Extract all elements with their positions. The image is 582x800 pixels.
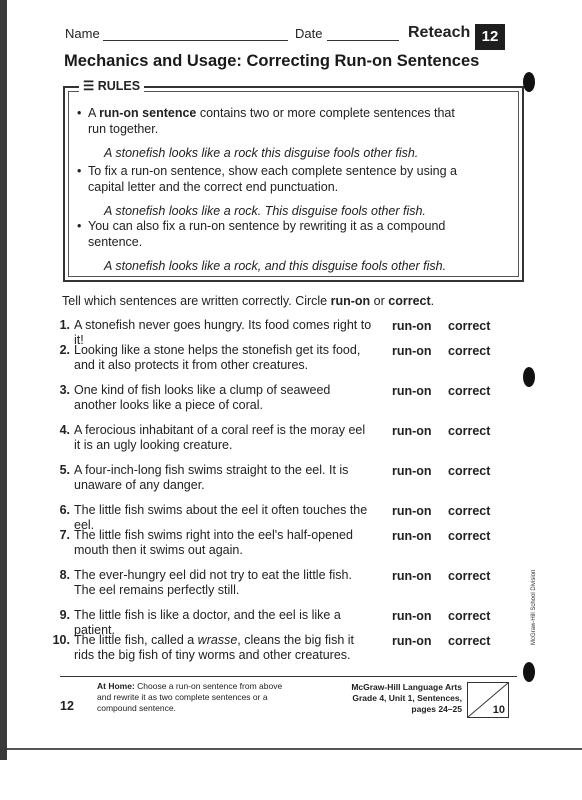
exercise-sentence — [74, 343, 379, 373]
rule-text: To fix a run-on sentence, show each complete sentence by using a capital letter and the correct end punctuation. — [88, 164, 457, 194]
sentence-line: unaware of any danger. — [74, 478, 205, 492]
credit-line: McGraw-Hill Language Arts — [351, 682, 462, 692]
at-home-note — [97, 681, 292, 714]
rule-example: A stonefish looks like a rock, and this disguise fools other fish. — [104, 259, 447, 273]
exercise-number: 5. — [59, 463, 70, 477]
correct-choice[interactable]: correct — [448, 464, 491, 478]
sentence-line: A ferocious inhabitant of a coral reef is the moray eel — [74, 423, 366, 437]
page-title: Mechanics and Usage: Correcting Run-on Sentences — [64, 52, 480, 70]
bullet-icon: • — [77, 164, 82, 178]
correct-choice[interactable]: correct — [448, 344, 491, 358]
name-line[interactable] — [103, 40, 288, 41]
scan-edge-bottom — [7, 748, 582, 750]
sentence-italic-word: wrasse — [197, 633, 238, 647]
at-home-text: Choose a run-on sentence from above and rewrite it as two complete sentences or a compound sentence. — [97, 681, 283, 713]
sentence-line: , cleans the big fish it — [237, 633, 354, 647]
rule-example: A stonefish looks like a rock this disguise fools other fish. — [104, 146, 419, 160]
exercise-number: 4. — [59, 423, 70, 437]
runon-choice[interactable]: run-on — [392, 344, 432, 358]
sentence-line: it is an ugly looking creature. — [74, 438, 233, 452]
exercise-number: 7. — [59, 528, 70, 542]
date-label: Date — [295, 26, 323, 41]
exercise-number: 9. — [59, 608, 70, 622]
rule-example: A stonefish looks like a rock. This disguise fools other fish. — [104, 204, 426, 218]
sentence-line: rids the big fish of tiny worms and other creatures. — [74, 648, 351, 662]
scan-shadow-left — [0, 0, 7, 760]
footer-divider — [60, 676, 517, 677]
score-box[interactable] — [467, 682, 509, 718]
rule-text-part: A — [88, 106, 100, 120]
at-home-label: At Home: — [97, 681, 135, 691]
credit-line: Grade 4, Unit 1, Sentences, — [352, 693, 462, 703]
score-total: 10 — [492, 704, 505, 716]
runon-choice[interactable]: run-on — [392, 609, 432, 623]
sentence-line: A stonefish never goes hungry. Its food comes right to it! — [74, 318, 372, 347]
binder-hole-bottom — [523, 662, 535, 682]
correct-choice[interactable]: correct — [448, 569, 491, 583]
page-number: 12 — [60, 699, 74, 713]
correct-choice[interactable]: correct — [448, 529, 491, 543]
exercise-number: 2. — [59, 343, 70, 357]
instructions-text: Tell which sentences are written correctly. Circle — [62, 294, 331, 308]
side-credit: McGraw-Hill School Division — [531, 569, 537, 645]
sentence-line: mouth then it swims out again. — [74, 543, 243, 557]
exercise-sentence — [74, 423, 379, 453]
rules-heading-text: RULES — [97, 79, 141, 93]
binder-hole-middle — [523, 367, 535, 387]
instructions-correct: correct — [388, 294, 431, 308]
exercise-number: 6. — [59, 503, 70, 517]
exercise-number: 10. — [52, 633, 70, 647]
bullet-icon: • — [77, 219, 82, 233]
rule-item — [77, 163, 457, 219]
instructions-text: . — [430, 294, 435, 308]
exercise-sentence — [74, 568, 379, 598]
sentence-line: The ever-hungry eel did not try to eat the little fish. — [74, 568, 352, 582]
lesson-number-badge: 12 — [475, 24, 505, 50]
sentence-line: another looks like a piece of coral. — [74, 398, 263, 412]
runon-choice[interactable]: run-on — [392, 504, 432, 518]
exercise-sentence — [74, 633, 379, 663]
correct-choice[interactable]: correct — [448, 609, 491, 623]
runon-choice[interactable]: run-on — [392, 569, 432, 583]
correct-choice[interactable]: correct — [448, 384, 491, 398]
sentence-line: The little fish is like a doctor, and the eel is like a patient. — [74, 608, 341, 637]
rule-item — [77, 218, 457, 274]
rules-box — [63, 79, 524, 282]
rule-text: You can also fix a run-on sentence by rewriting it as a compound sentence. — [88, 219, 446, 249]
exercise-sentence — [74, 383, 379, 413]
sentence-line: and it also protects it from other creatures. — [74, 358, 309, 372]
sentence-line: Looking like a stone helps the stonefish get its food, — [74, 343, 361, 357]
sentence-line: The little fish swims about the eel it often touches the eel. — [74, 503, 368, 532]
sentence-line: The little fish, called a — [74, 633, 198, 647]
rule-term: run-on sentence — [99, 106, 197, 120]
exercise-sentence — [74, 463, 379, 493]
runon-choice[interactable]: run-on — [392, 529, 432, 543]
sentence-line: The eel remains perfectly still. — [74, 583, 240, 597]
exercise-number: 1. — [59, 318, 70, 332]
instructions — [62, 294, 434, 308]
credit-line: pages 24–25 — [411, 704, 462, 714]
correct-choice[interactable]: correct — [448, 634, 491, 648]
correct-choice[interactable]: correct — [448, 504, 491, 518]
exercise-number: 8. — [59, 568, 70, 582]
publisher-credit — [332, 682, 462, 715]
exercise-sentence — [74, 528, 379, 558]
runon-choice[interactable]: run-on — [392, 319, 432, 333]
sentence-line: One kind of fish looks like a clump of seaweed — [74, 383, 331, 397]
rules-heading: ☰ RULES — [79, 78, 144, 93]
sentence-line: The little fish swims right into the eel's half-opened — [74, 528, 353, 542]
rule-text — [88, 105, 457, 137]
runon-choice[interactable]: run-on — [392, 424, 432, 438]
bullet-icon: • — [77, 106, 82, 120]
runon-choice[interactable]: run-on — [392, 634, 432, 648]
rule-item — [77, 105, 457, 161]
instructions-runon: run-on — [330, 294, 371, 308]
date-line[interactable] — [327, 40, 399, 41]
exercise-number: 3. — [59, 383, 70, 397]
runon-choice[interactable]: run-on — [392, 464, 432, 478]
correct-choice[interactable]: correct — [448, 424, 491, 438]
sentence-line: A four-inch-long fish swims straight to the eel. It is — [74, 463, 349, 477]
correct-choice[interactable]: correct — [448, 319, 491, 333]
instructions-text: or — [370, 294, 389, 308]
reteach-label: Reteach — [408, 24, 471, 41]
rule-text-part: contains two or more complete sentences that run together. — [88, 106, 455, 136]
runon-choice[interactable]: run-on — [392, 384, 432, 398]
name-label: Name — [65, 26, 100, 41]
worksheet-header — [65, 24, 527, 50]
binder-hole-top — [523, 72, 535, 92]
